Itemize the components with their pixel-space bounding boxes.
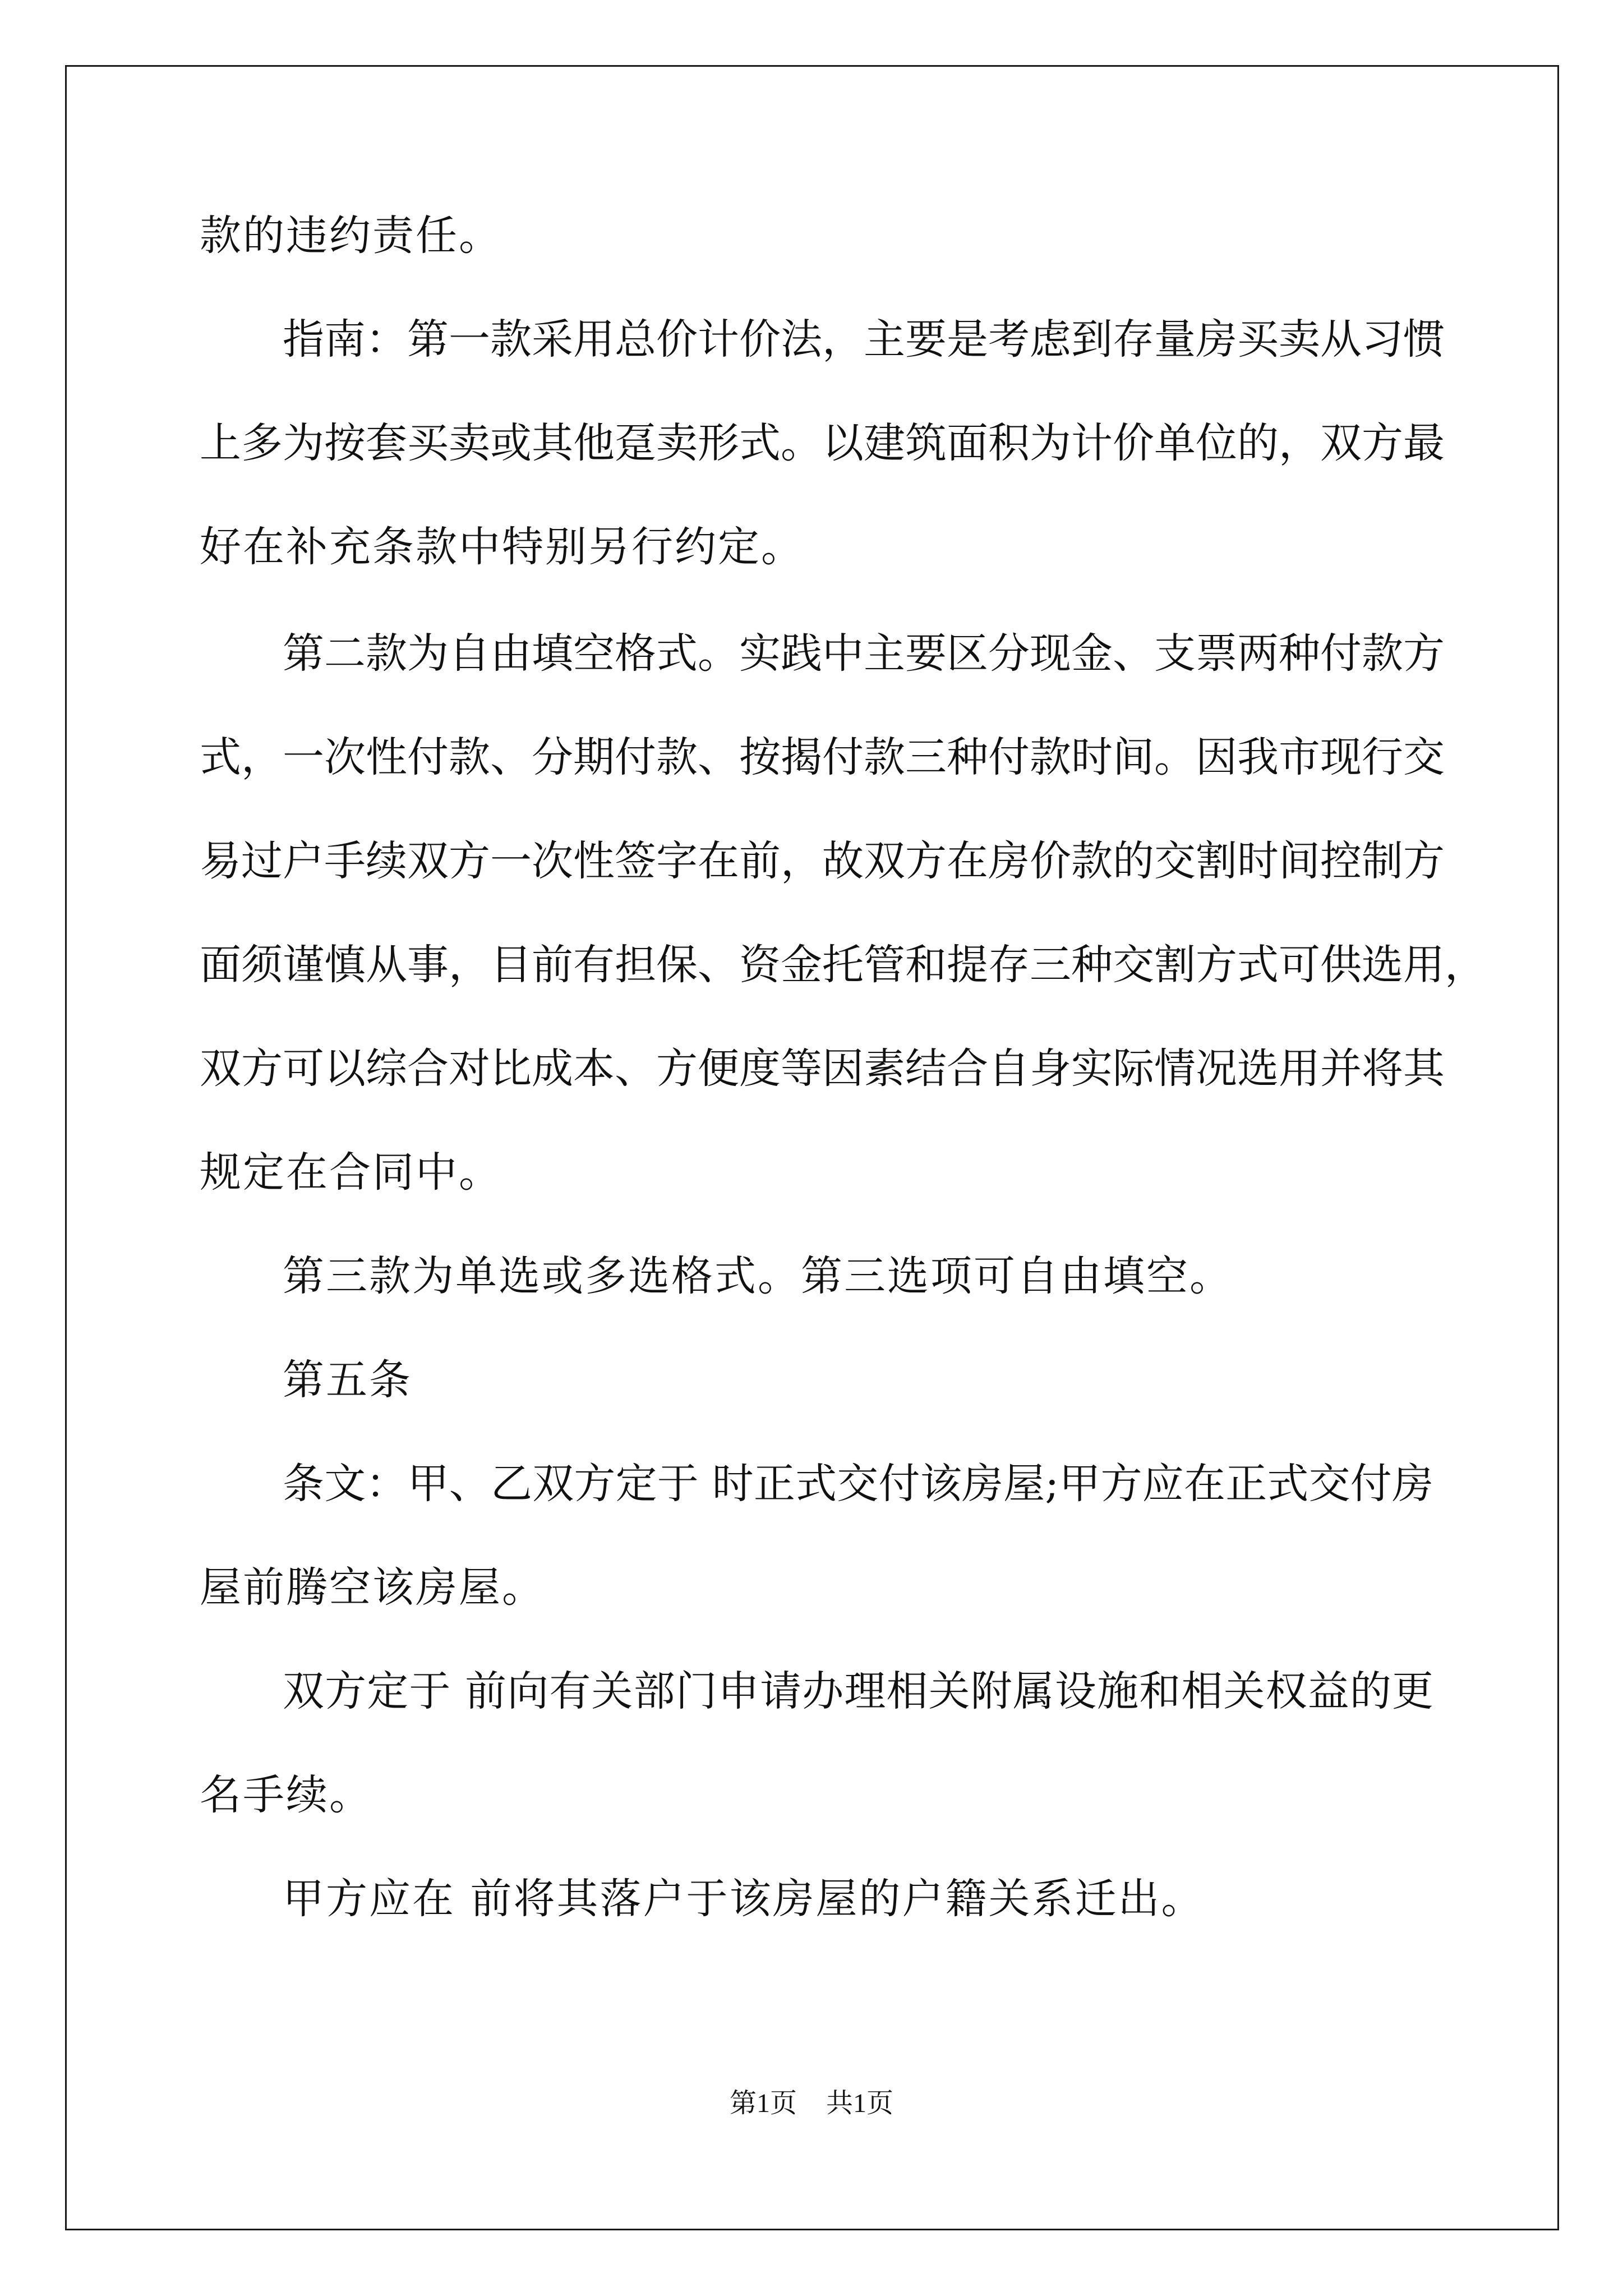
text-line-10: 规定在合同中。 [200,1148,502,1197]
text-line-1: 款的违约责任。 [200,211,502,260]
text-line-9: 双方可以综合对比成本、方便度等因素结合自身实际情况选用并将其 [200,1045,1445,1093]
text-line-15: 双方定于 前向有关部门申请办理相关附属设施和相关权益的更 [283,1667,1433,1715]
text-line-8: 面须谨慎从事，目前有担保、资金托管和提存三种交割方式可供选用， [200,941,1486,989]
page-number-total: 共1页 [826,2088,894,2118]
text-line-5: 第二款为自由填空格式。实践中主要区分现金、支票两种付款方 [283,629,1445,678]
section-heading: 第五条 [283,1356,412,1404]
page-number-current: 第1页 [729,2088,797,2118]
page-footer [0,2087,1623,2120]
text-line-11: 第三款为单选或多选格式。第三选项可自由填空。 [283,1252,1233,1300]
text-line-17: 甲方应在 前将其落户于该房屋的户籍关系迁出。 [283,1875,1205,1923]
text-line-2: 指南：第一款采用总价计价法，主要是考虑到存量房买卖从习惯 [283,315,1445,364]
text-line-14: 屋前腾空该房屋。 [200,1563,545,1612]
text-line-7: 易过户手续双方一次性签字在前，故双方在房价款的交割时间控制方 [200,837,1445,885]
text-line-6: 式，一次性付款、分期付款、按揭付款三种付款时间。因我市现行交 [200,733,1445,781]
text-line-3: 上多为按套买卖或其他趸卖形式。以建筑面积为计价单位的，双方最 [200,419,1445,467]
text-line-16: 名手续。 [200,1771,372,1819]
text-line-13: 条文：甲、乙双方定于 时正式交付该房屋;甲方应在正式交付房 [283,1460,1433,1508]
text-line-4: 好在补充条款中特别另行约定。 [200,523,804,571]
